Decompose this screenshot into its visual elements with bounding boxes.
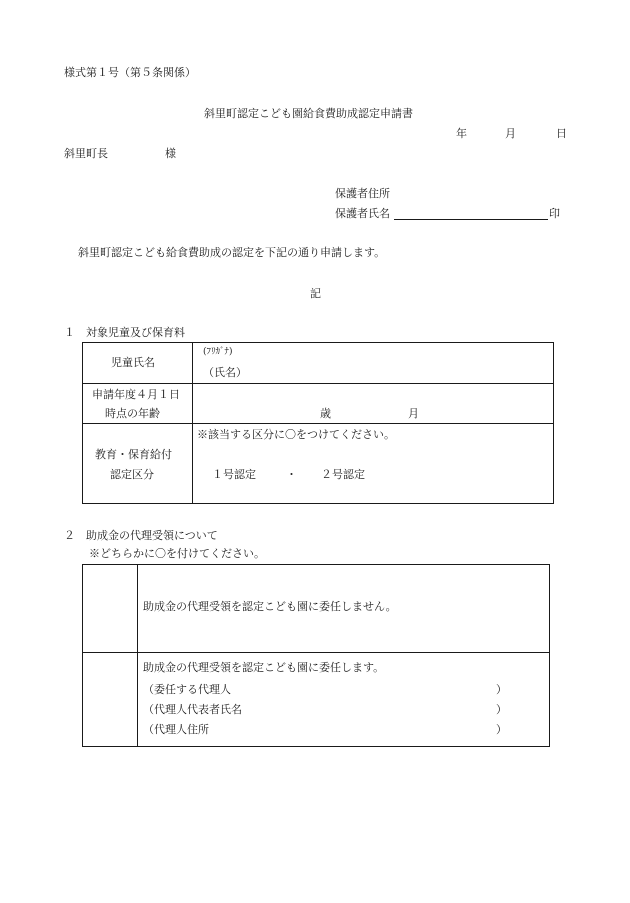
agent-address-close-paren: ）: [496, 723, 507, 736]
form-title: 斜里町認定こども園給食費助成認定申請書: [204, 107, 413, 120]
not-delegate-circle-cell[interactable]: [90, 600, 130, 614]
agent-label: （委任する代理人: [143, 683, 231, 696]
ki-heading: 記: [310, 287, 321, 300]
child-name-label: 児童氏名: [111, 356, 155, 369]
section2-note: ※どちらかに〇を付けてください。: [89, 547, 265, 560]
date-day-label: 日: [556, 127, 567, 140]
age-label-line1: 申請年度４月１日: [92, 388, 180, 401]
guardian-address-label: 保護者住所: [335, 187, 390, 200]
category-separator: ・: [286, 468, 297, 481]
addressee-honorific: 様: [165, 147, 176, 160]
category-note: ※該当する区分に〇をつけてください。: [197, 428, 395, 441]
date-year-label: 年: [456, 127, 467, 140]
option-not-delegate: 助成金の代理受領を認定こども園に委任しません。: [143, 600, 397, 613]
section2-heading: ２ 助成金の代理受領について: [64, 529, 218, 542]
option-delegate: 助成金の代理受領を認定こども園に委任します。: [143, 661, 385, 674]
guardian-name-label: 保護者氏名: [335, 207, 390, 220]
guardian-name-underline: [394, 219, 548, 220]
section1-heading: １ 対象児童及び保育料: [64, 326, 185, 339]
child-name-field[interactable]: （氏名）: [203, 366, 247, 379]
category-label-line2: 認定区分: [110, 468, 154, 481]
seal-mark: 印: [549, 207, 560, 220]
category-option-1[interactable]: １号認定: [212, 468, 256, 481]
date-month-label: 月: [505, 127, 516, 140]
category-label-line1: 教育・保育給付: [95, 448, 172, 461]
agent-rep-label: （代理人代表者氏名: [143, 703, 242, 716]
agent-close-paren: ）: [496, 683, 507, 696]
addressee-mayor: 斜里町長: [64, 147, 108, 160]
form-number: 様式第１号（第５条関係）: [64, 66, 196, 79]
category-option-2[interactable]: ２号認定: [321, 468, 365, 481]
agent-rep-close-paren: ）: [496, 703, 507, 716]
age-years-unit: 歳: [320, 407, 331, 420]
furigana-label: (ﾌﾘｶﾞﾅ): [203, 347, 233, 357]
delegate-circle-cell[interactable]: [90, 688, 130, 702]
intro-statement: 斜里町認定こども給食費助成の認定を下記の通り申請します。: [78, 246, 386, 259]
agent-address-label: （代理人住所: [143, 723, 209, 736]
age-months-unit: 月: [408, 407, 419, 420]
age-label-line2: 時点の年齢: [105, 407, 160, 420]
